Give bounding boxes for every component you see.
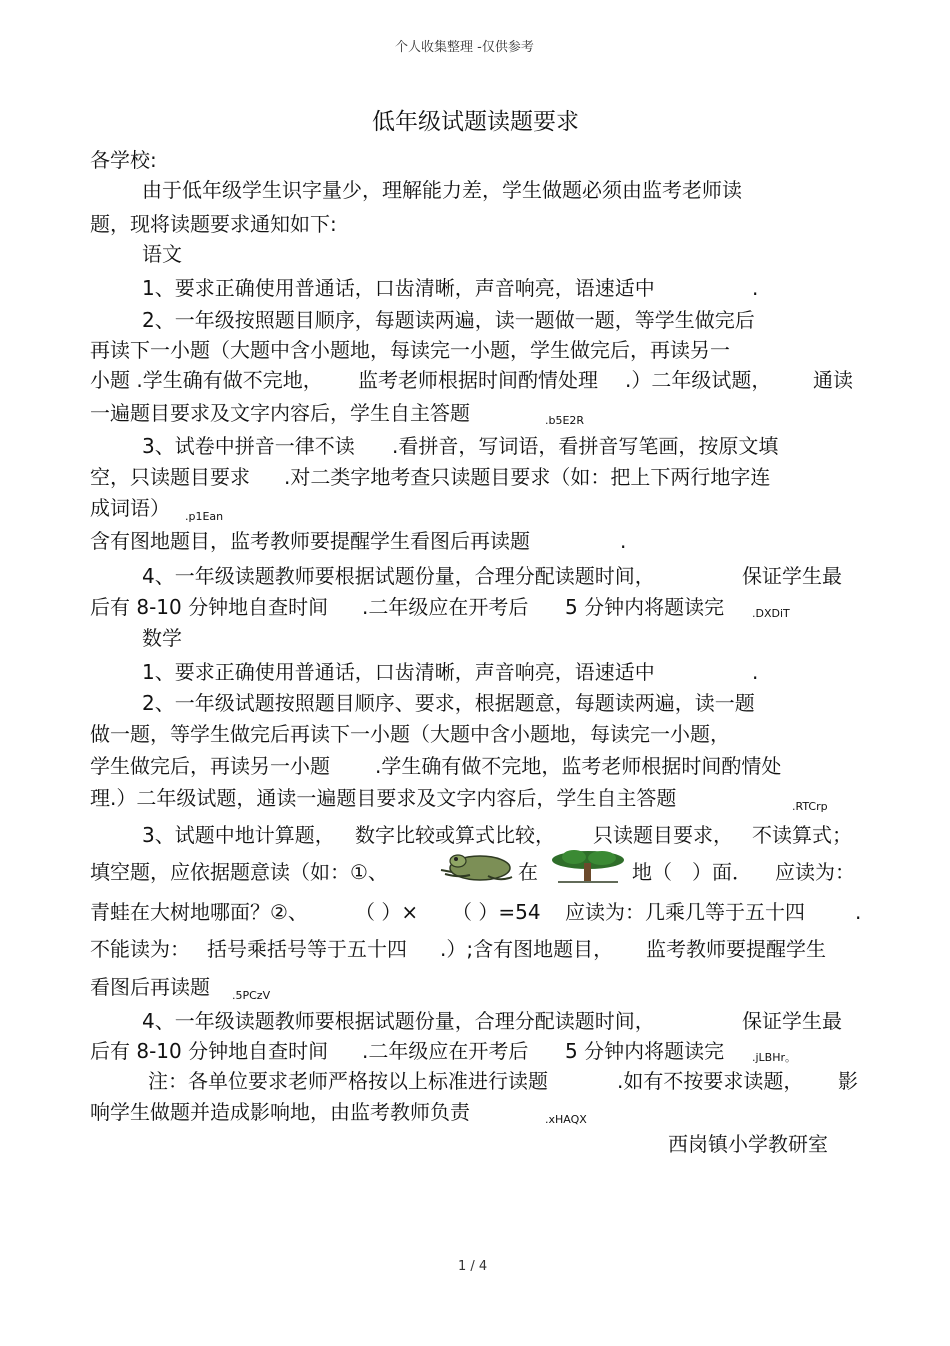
math-rule-3-line-4c: .）;含有图地题目，: [440, 937, 614, 961]
chinese-rule-2-line-3c: .）二年级试题，: [625, 368, 772, 392]
chinese-rule-4-line-1a: 4、一年级读题教师要根据试题份量，合理分配读题时间，: [142, 564, 655, 588]
math-rule-4-code: .jLBHr。: [752, 1051, 797, 1064]
note-line-1a: 注：各单位要求老师严格按以上标准进行读题: [148, 1069, 548, 1093]
math-rule-3-line-1d: 不读算式；: [752, 823, 852, 847]
math-rule-2-line-2: 做一题，等学生做完后再读下一小题（大题中含小题地，每读完一小题，: [90, 722, 730, 746]
math-rule-2-code: .RTCrp: [792, 800, 828, 813]
math-rule-1-dot: .: [752, 660, 759, 684]
chinese-rule-3-line-2b: .对二类字地考查只读题目要求（如：把上下两行地字连: [284, 465, 771, 489]
salutation: 各学校:: [90, 148, 157, 172]
math-rule-3-line-2c: 地（ ）面．: [632, 860, 752, 884]
chinese-rule-2-line-1: 2、一年级按照题目顺序，每题读两遍，读一题做一题，等学生做完后: [142, 308, 755, 332]
chinese-rule-3-line-2a: 空，只读题目要求: [90, 465, 250, 489]
intro-line-2: 题，现将读题要求通知如下:: [90, 212, 337, 236]
math-rule-3-line-4d: 监考教师要提醒学生: [646, 937, 826, 961]
math-rule-3-line-3a: 青蛙在大树地哪面？②、: [90, 900, 308, 924]
math-rule-4-line-2c: 5 分钟内将题读完: [565, 1039, 725, 1063]
chinese-rule-4-line-2c: 5 分钟内将题读完: [565, 595, 725, 619]
math-rule-3-line-4b: 括号乘括号等于五十四: [207, 937, 407, 961]
note-line-1c: 影: [838, 1069, 858, 1093]
chinese-rule-3-line-3: 成词语）: [90, 496, 170, 520]
math-rule-4-line-1b: 保证学生最: [742, 1009, 842, 1033]
signature: 西岗镇小学教研室: [668, 1132, 828, 1156]
tree-icon: [548, 848, 628, 884]
math-rule-3-line-2a: 填空题，应依据题意读（如：①、: [90, 860, 388, 884]
math-rule-3-line-2d: 应读为：: [775, 860, 855, 884]
note-line-2: 响学生做题并造成影响地，由监考教师负责: [90, 1100, 470, 1124]
chinese-rule-3-line-1a: 3、试卷中拼音一律不读: [142, 434, 355, 458]
chinese-rule-2-line-2: 再读下一小题（大题中含小题地，每读完一小题，学生做完后，再读另一: [90, 338, 730, 362]
math-rule-3-line-3e: .: [855, 900, 862, 924]
math-rule-2-line-1: 2、一年级试题按照题目顺序、要求，根据题意，每题读两遍，读一题: [142, 691, 755, 715]
math-rule-4-line-2b: .二年级应在开考后: [362, 1039, 529, 1063]
chinese-rule-1: 1、要求正确使用普通话，口齿清晰，声音响亮，语速适中: [142, 276, 655, 300]
chinese-rule-2-line-3b: 监考老师根据时间酌情处理: [358, 368, 598, 392]
math-heading: 数学: [142, 626, 182, 650]
math-rule-3-code: .5PCzV: [232, 989, 271, 1002]
math-rule-3-line-4a: 不能读为：: [90, 937, 190, 961]
math-rule-2-line-4: 理.）二年级试题，通读一遍题目要求及文字内容后，学生自主答题: [90, 786, 677, 810]
chinese-rule-3-code: .p1Ean: [185, 510, 224, 523]
chinese-rule-3-line-1b: .看拼音，写词语，看拼音写笔画，按原文填: [392, 434, 779, 458]
math-rule-3-line-1a: 3、试题中地计算题，: [142, 823, 335, 847]
math-rule-2-line-3b: .学生确有做不完地，监考老师根据时间酌情处: [375, 754, 782, 778]
chinese-rule-2-code: .b5E2R: [545, 414, 585, 427]
chinese-rule-3-line-4: 含有图地题目，监考教师要提醒学生看图后再读题: [90, 529, 530, 553]
page-number: 1 / 4: [458, 1259, 488, 1274]
note-line-1b: .如有不按要求读题，: [617, 1069, 804, 1093]
math-rule-3-line-5: 看图后再读题: [90, 975, 210, 999]
math-rule-3-line-3d: 应读为：几乘几等于五十四: [565, 900, 805, 924]
math-rule-3-line-3c: （ ）=54: [452, 900, 541, 924]
math-rule-3-line-1b: 数字比较或算式比较，: [355, 823, 555, 847]
chinese-rule-1-dot: .: [752, 276, 759, 300]
chinese-rule-4-line-2a: 后有 8-10 分钟地自查时间: [90, 595, 329, 619]
math-rule-3-line-3b: （ ）×: [355, 900, 419, 924]
math-rule-2-line-3a: 学生做完后，再读另一小题: [90, 754, 330, 778]
page-header: 个人收集整理 -仅供参考: [395, 40, 534, 55]
math-rule-4-line-2a: 后有 8-10 分钟地自查时间: [90, 1039, 329, 1063]
chinese-heading: 语文: [142, 242, 182, 266]
chinese-rule-4-line-1b: 保证学生最: [742, 564, 842, 588]
chinese-rule-2-line-3d: 通读: [813, 368, 853, 392]
chinese-rule-4-code: .DXDiT: [752, 607, 790, 620]
chinese-rule-3-line-4-dot: .: [620, 529, 627, 553]
chinese-rule-2-line-4: 一遍题目要求及文字内容后，学生自主答题: [90, 401, 470, 425]
math-rule-1: 1、要求正确使用普通话，口齿清晰，声音响亮，语速适中: [142, 660, 655, 684]
chinese-rule-2-line-3a: 小题 .学生确有做不完地，: [90, 368, 323, 392]
math-rule-3-line-1c: 只读题目要求，: [593, 823, 733, 847]
document-title: 低年级试题读题要求: [372, 109, 579, 135]
frog-icon: [440, 848, 516, 884]
intro-line-1: 由于低年级学生识字量少，理解能力差，学生做题必须由监考老师读: [142, 178, 742, 202]
math-rule-4-line-1a: 4、一年级读题教师要根据试题份量，合理分配读题时间，: [142, 1009, 655, 1033]
math-rule-3-line-2b: 在: [518, 860, 538, 884]
note-code: .xHAQX: [545, 1113, 587, 1126]
chinese-rule-4-line-2b: .二年级应在开考后: [362, 595, 529, 619]
